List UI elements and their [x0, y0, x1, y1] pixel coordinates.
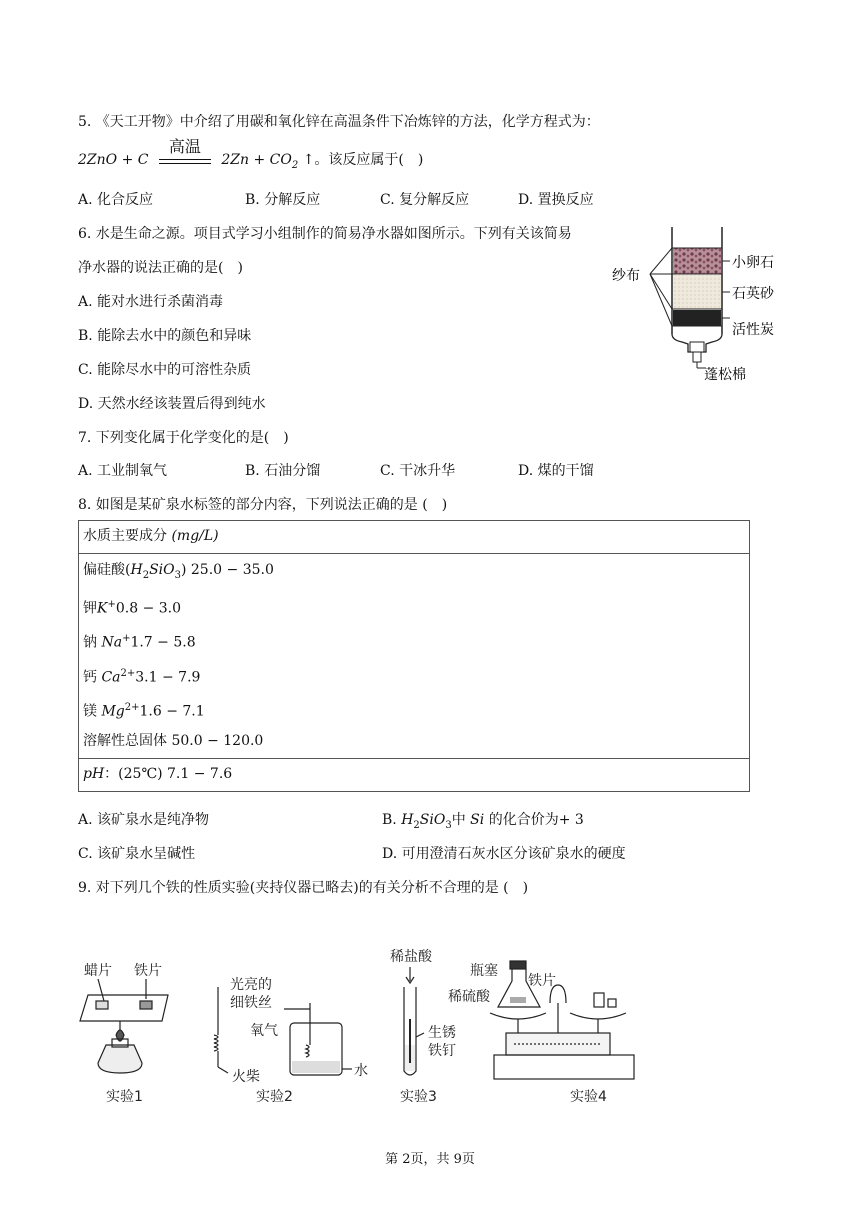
- exp4-caption: 实验4: [570, 1089, 607, 1105]
- exp2-water-label: 水: [354, 1063, 368, 1079]
- component-row-sodium: 钠 Na+1.7 − 5.8: [83, 633, 196, 652]
- ph-label: pH: [83, 766, 105, 783]
- q5-option-a[interactable]: A. 化合反应: [78, 192, 154, 208]
- q5-option-b[interactable]: B. 分解反应: [245, 192, 321, 208]
- q6-stem-line1: 6. 水是生命之源。项目式学习小组制作的简易净水器如图所示。下列有关该简易: [78, 226, 572, 242]
- table-header-text: 水质主要成分: [83, 528, 172, 544]
- q8-option-c[interactable]: C. 该矿泉水呈碱性: [78, 846, 196, 862]
- q7-option-a[interactable]: A. 工业制氧气: [78, 463, 168, 479]
- exp4-stopper-label: 瓶塞: [470, 963, 498, 979]
- experiment-3: [390, 948, 456, 1105]
- pebble-label: 小卵石: [732, 255, 774, 271]
- ph-value: ：(25℃) 7.1 − 7.6: [104, 766, 233, 783]
- water-purifier-figure: [610, 222, 790, 387]
- cotton-label: 蓬松棉: [704, 367, 746, 383]
- q6-option-b[interactable]: B. 能除去水中的颜色和异味: [78, 328, 252, 344]
- q9-stem: 9. 对下列几个铁的性质实验(夹持仪器已略去)的有关分析不合理的是 ( ): [78, 880, 529, 896]
- q5-stem: 5. 《天工开物》中介绍了用碳和氧化锌在高温条件下冶炼锌的方法，化学方程式为：: [78, 114, 600, 130]
- q5-eq-tail: ↑。该反应属于( ): [302, 152, 424, 168]
- component-row-h2sio3: 偏硅酸$(H_2SiO_3) 25.0 - 35.0$: [83, 562, 274, 581]
- iron-experiments-figure: [70, 945, 670, 1115]
- component-row-tds: 溶解性总固体 50.0 − 120.0: [83, 732, 264, 749]
- experiment-4: [448, 961, 634, 1105]
- experiment-2: [214, 976, 368, 1105]
- q5-option-c[interactable]: C. 复分解反应: [380, 192, 470, 208]
- exp3-nail-label-1: 生锈: [428, 1025, 456, 1041]
- component-row-magnesium: 镁 $Mg^{2+}1.6 - 7.1$: [83, 701, 205, 720]
- exp3-nail-label-2: 铁钉: [428, 1043, 456, 1059]
- table-header-row: [79, 521, 750, 554]
- exp1-wax-label: 蜡片: [84, 963, 112, 979]
- q6-option-d[interactable]: D. 天然水经该装置后得到纯水: [78, 396, 266, 412]
- exp4-iron-label: 铁片: [528, 973, 556, 989]
- q8-option-d[interactable]: D. 可用澄清石灰水区分该矿泉水的硬度: [382, 846, 626, 862]
- q5-eq-right: 2Zn + CO: [221, 152, 292, 168]
- q5-eq-condition: 高温: [168, 137, 201, 156]
- carbon-layer: [673, 310, 721, 326]
- q8-option-a[interactable]: A. 该矿泉水是纯净物: [78, 812, 210, 828]
- component-row-potassium: 钾K+0.8 − 3.0: [83, 599, 182, 617]
- mineral-water-label-table: [78, 520, 750, 792]
- q5-equation: 2ZnO + C 高温 $2Zn + CO_2$ ↑。该反应属于( ): [78, 137, 424, 171]
- exp3-caption: 实验3: [400, 1089, 437, 1105]
- q6-option-c[interactable]: C. 能除尽水中的可溶性杂质: [78, 362, 252, 378]
- q5-option-d[interactable]: D. 置换反应: [518, 192, 594, 208]
- experiment-1: [80, 962, 168, 1105]
- q7-option-d[interactable]: D. 煤的干馏: [518, 463, 594, 479]
- q8-stem: 8. 如图是某矿泉水标签的部分内容，下列说法正确的是 ( ): [78, 497, 448, 513]
- exp4-acid-label: 稀硫酸: [448, 989, 490, 1005]
- sand-label: 石英砂: [732, 286, 774, 302]
- gauze-label: 纱布: [612, 268, 640, 284]
- exp2-wire-label-2: 细铁丝: [230, 995, 272, 1011]
- exp3-acid-label: 稀盐酸: [390, 949, 432, 965]
- table-ph-row: [79, 759, 750, 792]
- q7-stem: 7. 下列变化属于化学变化的是( ): [78, 430, 289, 446]
- sand-layer: [673, 275, 721, 309]
- q6-stem-line2: 净水器的说法正确的是( ): [78, 260, 243, 276]
- table-header-unit: (mg/L): [171, 528, 219, 544]
- table-components-row: [79, 554, 750, 759]
- q5-eq-left: 2ZnO + C: [78, 152, 149, 168]
- exp2-caption: 实验2: [256, 1089, 293, 1105]
- q6-option-a[interactable]: A. 能对水进行杀菌消毒: [78, 294, 224, 310]
- q8-option-b[interactable]: B. $H_2SiO_3$中 Si 的化合价为+ 3: [382, 812, 584, 831]
- exp1-iron-label: 铁片: [134, 963, 162, 979]
- exp2-wire-label-1: 光亮的: [230, 977, 272, 993]
- q7-option-c[interactable]: C. 干冰升华: [380, 463, 456, 479]
- exp1-caption: 实验1: [106, 1089, 143, 1105]
- q5-eq-condition-arrow: [159, 137, 211, 164]
- exp2-oxygen-label: 氧气: [250, 1023, 278, 1039]
- page-footer: 第 2页，共 9页: [385, 1152, 475, 1167]
- exp2-match-label: 火柴: [232, 1069, 260, 1085]
- pebble-layer: [673, 248, 721, 274]
- carbon-label: 活性炭: [732, 322, 774, 338]
- q7-option-b[interactable]: B. 石油分馏: [245, 463, 321, 479]
- component-row-calcium: 钙 $Ca^{2+}3.1 - 7.9$: [83, 667, 201, 686]
